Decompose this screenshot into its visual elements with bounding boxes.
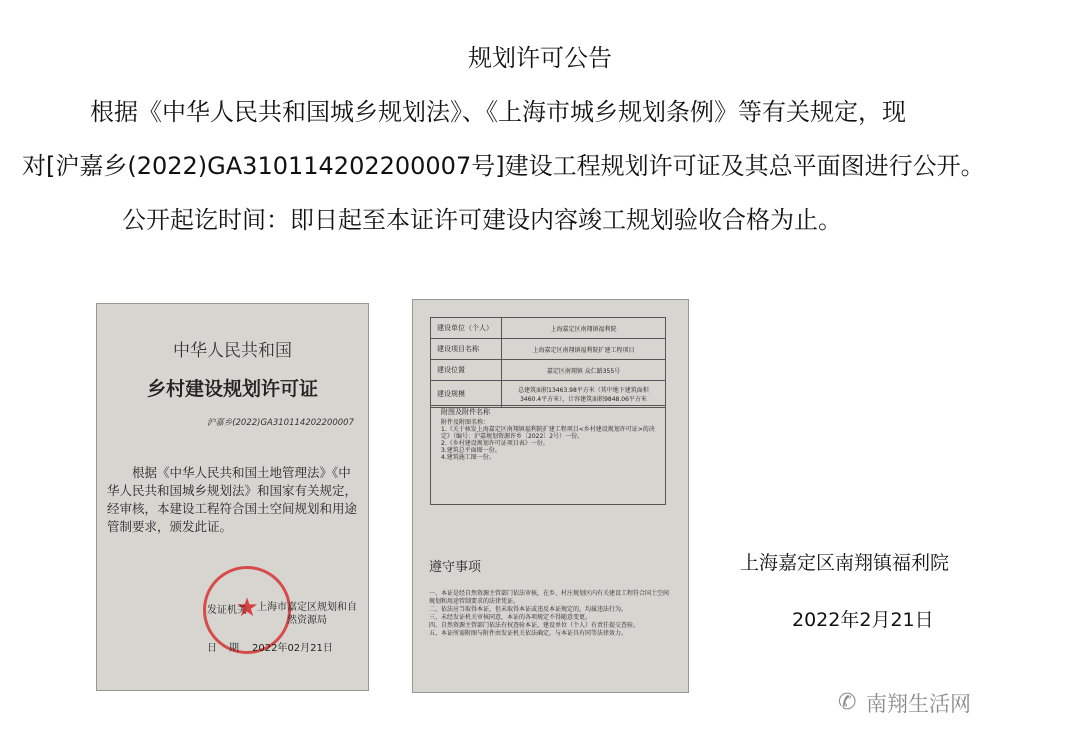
wechat-icon: ✆ <box>838 690 857 715</box>
rule-item: 四、自然资源主管部门依法有权查验本证，建设单位（个人）有责任提交查验。 <box>429 622 640 629</box>
certificate-body: 根据《中华人民共和国土地管理法》《中华人民共和国城乡规划法》和国家有关规定，经审核，本建设工程符合国土空间规划和用途管制要求，颁发此证。 <box>107 465 358 534</box>
rules-list <box>429 590 674 638</box>
issuer-value: 上海市嘉定区规划和自然资源局 <box>257 602 357 626</box>
issuer-label: 发证机关 <box>207 605 247 616</box>
notice-paragraph-2: 对[沪嘉乡(2022)GA310114202200007号]建设工程规划许可证及其总平面图进行公开。 <box>22 152 985 180</box>
signature-org: 上海嘉定区南翔镇福利院 <box>740 552 950 574</box>
date-value: 2022年02月21日 <box>252 643 333 654</box>
certificate-title: 乡村建设规划许可证 <box>146 378 318 400</box>
rules-heading: 遵守事项 <box>429 560 482 575</box>
certificate-country: 中华人民共和国 <box>173 341 292 361</box>
rule-item: 三、未经发证机关审核同意，本证的各项规定不得随意变更。 <box>429 614 592 621</box>
certificate-front <box>96 303 369 691</box>
official-seal-icon: ★ <box>203 566 291 654</box>
attachment-line: 2.《乡村建设规划许可证项目表》一份。 <box>441 440 549 447</box>
attachments-heading: 附图及附件名称 <box>441 408 490 416</box>
table-row <box>431 360 666 381</box>
row-label: 建设规模 <box>431 381 502 408</box>
row-label: 建设单位（个人） <box>431 318 502 339</box>
row-label: 建设位置 <box>431 360 502 381</box>
row-label: 建设项目名称 <box>431 339 502 360</box>
row-value: 总建筑面积13463.98平方米（其中地下建筑面积3460.4平方米），计容建筑面积9848.06平方米 <box>502 381 666 408</box>
date-label: 日期 <box>207 643 251 654</box>
row-value: 嘉定区南翔镇 众仁路355号 <box>502 360 666 381</box>
notice-paragraph-3: 公开起讫时间：即日起至本证许可建设内容竣工规划验收合格为止。 <box>122 206 842 234</box>
attachments-box <box>430 405 666 505</box>
attachment-line: 1.《关于核发上海嘉定区南翔镇福利院扩建工程项目<乡村建设规划许可证>的决定》（编号：沪嘉规划资源许乡〔2022〕2号）一份。 <box>441 426 655 440</box>
rule-item: 一、本证是经自然资源主管部门依法审核，在乡、村庄规划区内有关建设工程符合国土空间规划和用途管制要求的法律凭证。 <box>429 590 670 605</box>
attachment-line: 4.建筑施工图一份。 <box>441 454 495 461</box>
notice-paragraph-1: 根据《中华人民共和国城乡规划法》、《上海市城乡规划条例》等有关规定，现 <box>90 98 906 126</box>
row-value: 上海嘉定区南翔镇福利院扩建工程项目 <box>502 339 666 360</box>
rule-item: 五、本证所需附图与附件由发证机关依法确定，与本证具有同等法律效力。 <box>429 630 628 637</box>
table-row <box>431 339 666 360</box>
certificate-back <box>412 299 689 693</box>
table-row <box>431 381 666 408</box>
table-row <box>431 318 666 339</box>
notice-title: 规划许可公告 <box>468 44 612 72</box>
watermark-text: 南翔生活网 <box>866 692 971 716</box>
rule-item: 二、依法应当取得本证，但未取得本证或违反本证规定的，均属违法行为。 <box>429 606 628 613</box>
attachment-line: 3.建筑总平面图一份。 <box>441 447 501 454</box>
certificate-number: 沪嘉乡(2022)GA310114202200007 <box>206 418 354 428</box>
attachment-line: 附件及附图名称： <box>441 419 490 426</box>
signature-date: 2022年2月21日 <box>792 609 934 631</box>
row-value: 上海嘉定区南翔镇福利院 <box>502 318 666 339</box>
project-info-table <box>430 317 666 408</box>
